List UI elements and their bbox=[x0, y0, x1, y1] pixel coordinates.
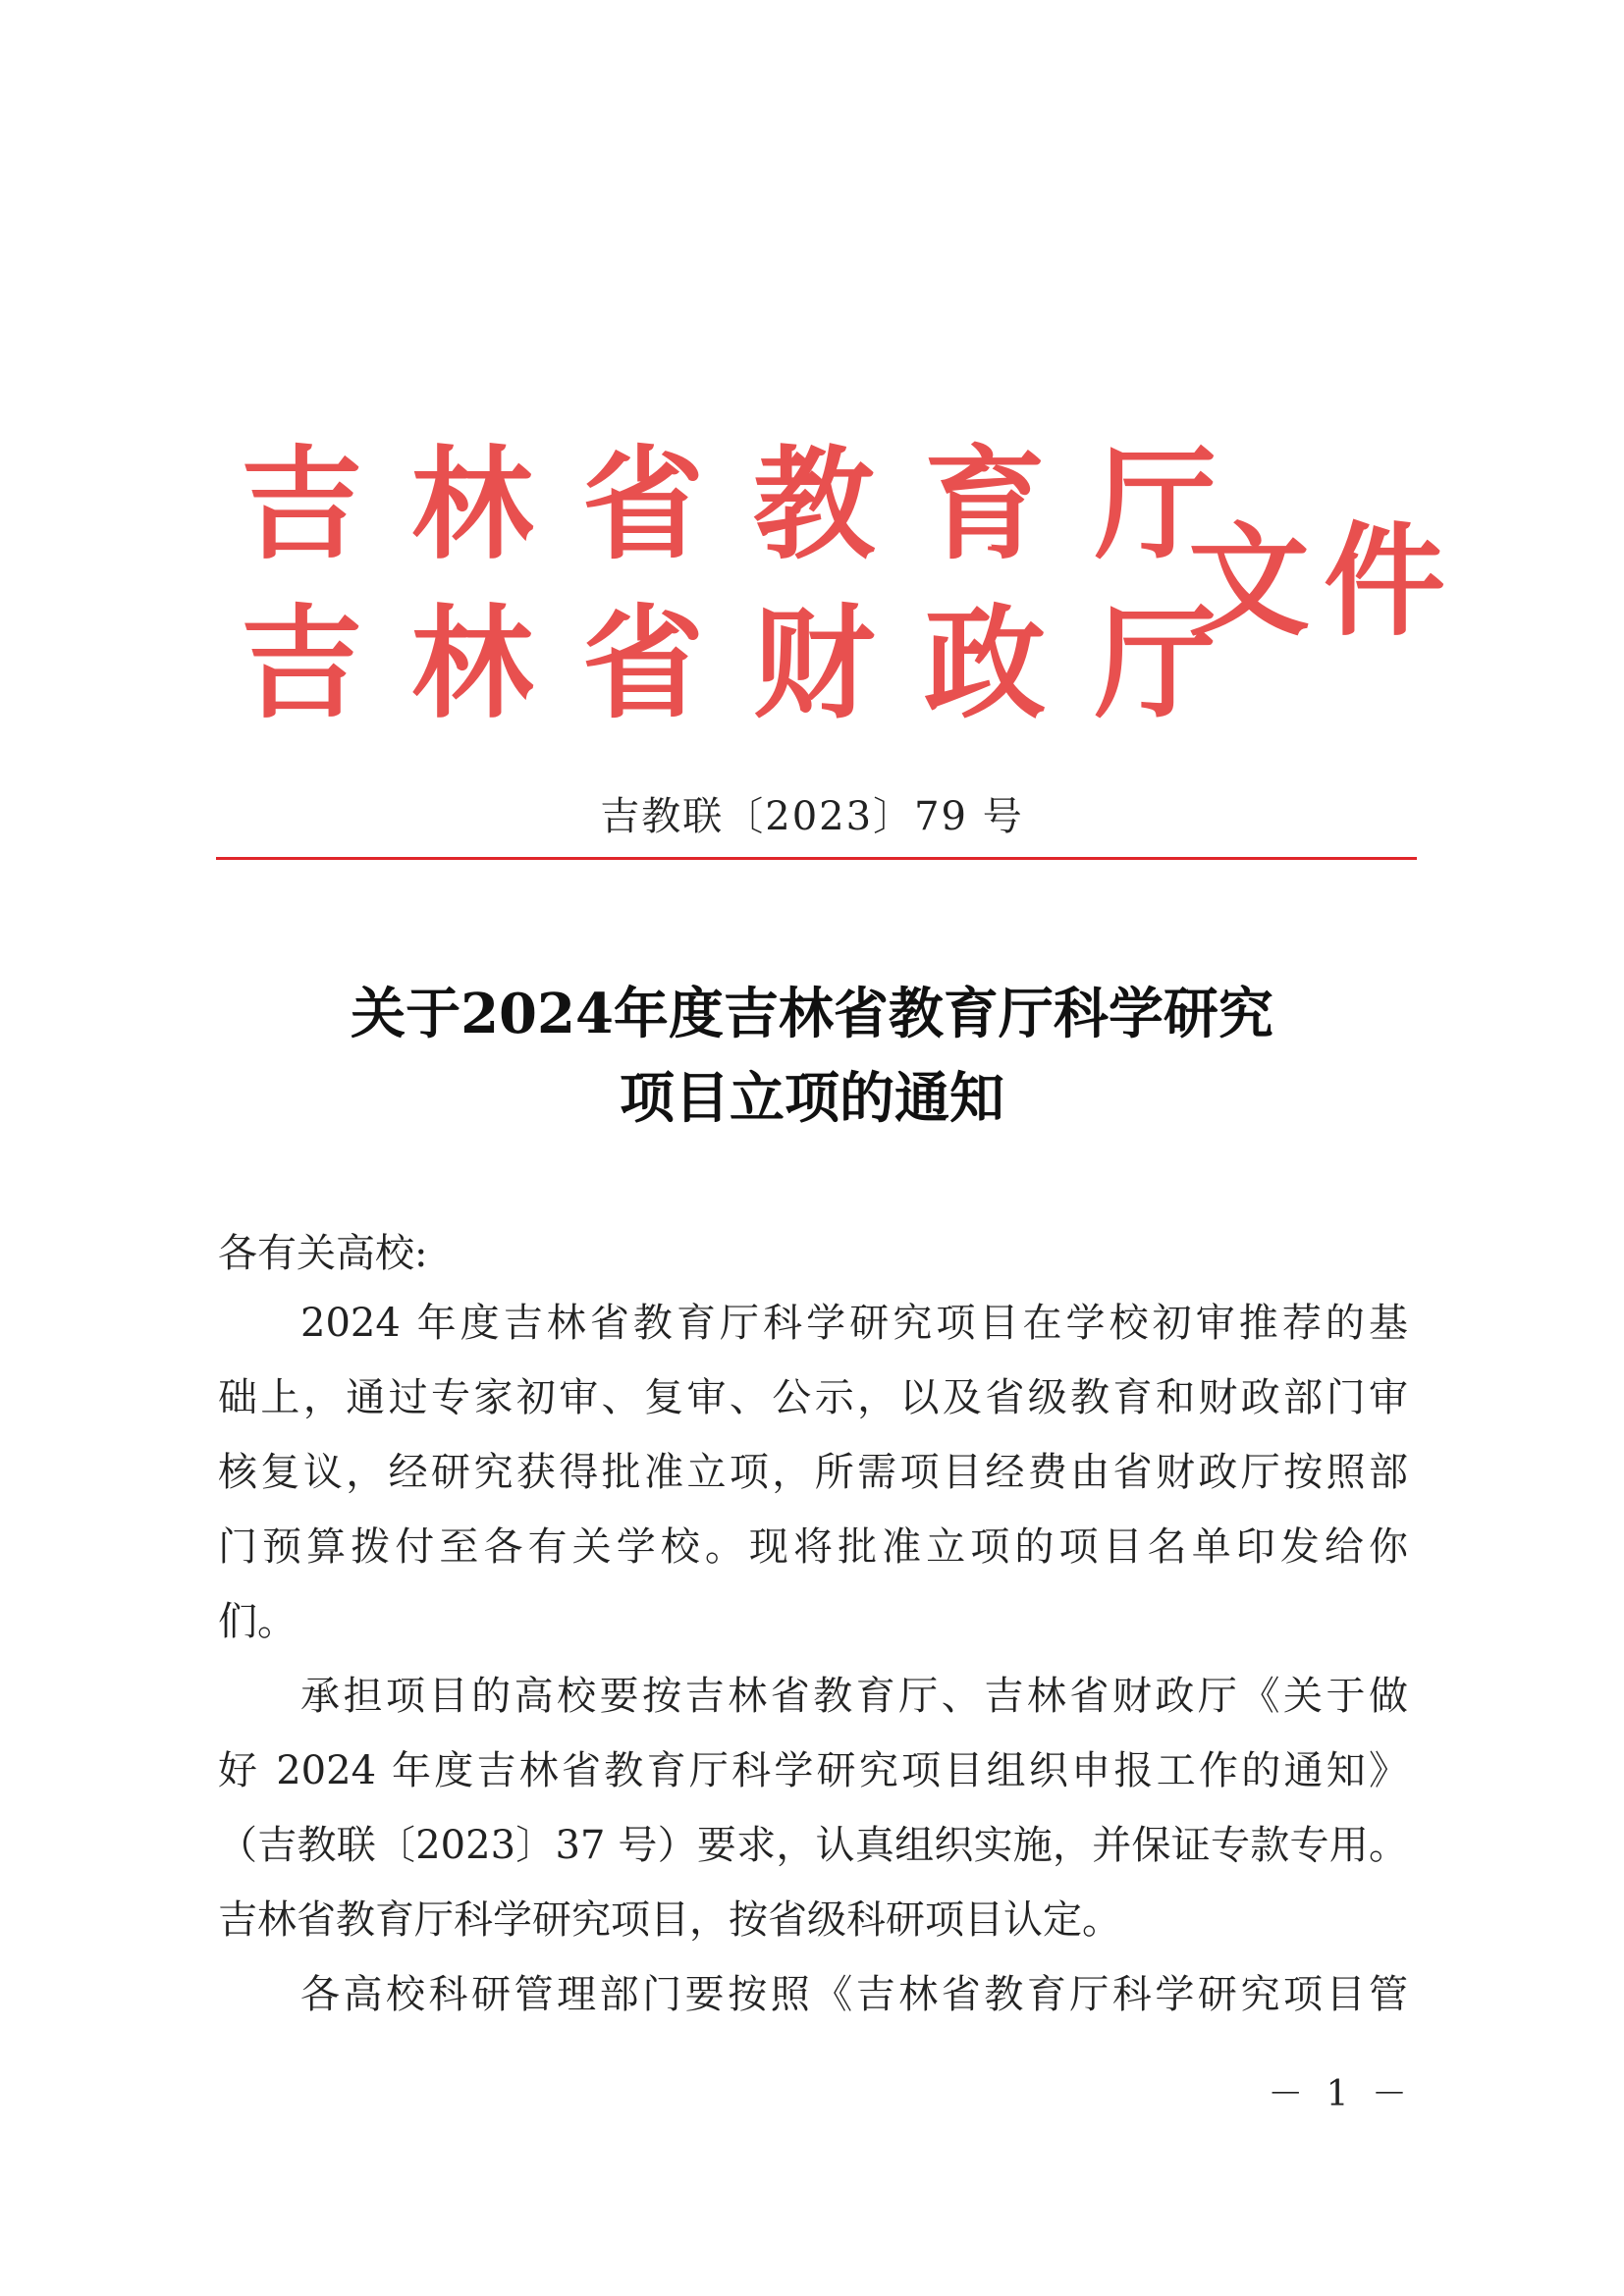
masthead-suffix: 文件 bbox=[1188, 510, 1460, 653]
body-line: 们。 bbox=[218, 1599, 297, 1644]
body-line: 础上，通过专家初审、复审、公示，以及省级教育和财政部门审 bbox=[218, 1375, 1408, 1420]
masthead-char: 育 bbox=[923, 434, 1046, 576]
red-masthead bbox=[216, 432, 1460, 735]
masthead-char: 林 bbox=[410, 593, 533, 735]
masthead-char: 财 bbox=[752, 593, 875, 735]
title-line-2: 项目立项的通知 bbox=[620, 1066, 1004, 1131]
masthead-row-education bbox=[216, 432, 1241, 579]
masthead-char: 教 bbox=[752, 434, 875, 576]
masthead-char: 吉 bbox=[240, 593, 362, 735]
salutation: 各有关高校: bbox=[218, 1231, 428, 1276]
body-line: （吉教联〔2023〕37 号）要求，认真组织实施，并保证专款专用。 bbox=[218, 1823, 1408, 1868]
masthead-row-finance bbox=[216, 591, 1241, 738]
masthead-char: 省 bbox=[581, 593, 704, 735]
masthead-char: 厅 bbox=[1094, 434, 1217, 576]
body-line: 承担项目的高校要按吉林省教育厅、吉林省财政厅《关于做 bbox=[300, 1674, 1408, 1719]
masthead-char: 政 bbox=[923, 593, 1046, 735]
masthead-char: 厅 bbox=[1094, 593, 1217, 735]
body-line: 2024 年度吉林省教育厅科学研究项目在学校初审推荐的基 bbox=[300, 1301, 1408, 1346]
title-line-1: 关于2024年度吉林省教育厅科学研究 bbox=[351, 982, 1273, 1046]
masthead-char: 吉 bbox=[240, 434, 362, 576]
document-number: 吉教联〔2023〕79 号 bbox=[600, 794, 1024, 839]
masthead-char: 林 bbox=[410, 434, 533, 576]
red-divider bbox=[216, 857, 1417, 860]
body-line: 吉林省教育厅科学研究项目，按省级科研项目认定。 bbox=[218, 1897, 1121, 1943]
body-line: 各高校科研管理部门要按照《吉林省教育厅科学研究项目管 bbox=[300, 1972, 1408, 2017]
masthead-char: 省 bbox=[581, 434, 704, 576]
body-line: 门预算拨付至各有关学校。现将批准立项的项目名单印发给你 bbox=[218, 1524, 1408, 1570]
body-line: 核复议，经研究获得批准立项，所需项目经费由省财政厅按照部 bbox=[218, 1450, 1408, 1495]
page-number: － 1 － bbox=[1268, 2074, 1413, 2114]
body-line: 好 2024 年度吉林省教育厅科学研究项目组织申报工作的通知》 bbox=[218, 1748, 1408, 1793]
document-title bbox=[0, 972, 1624, 1141]
